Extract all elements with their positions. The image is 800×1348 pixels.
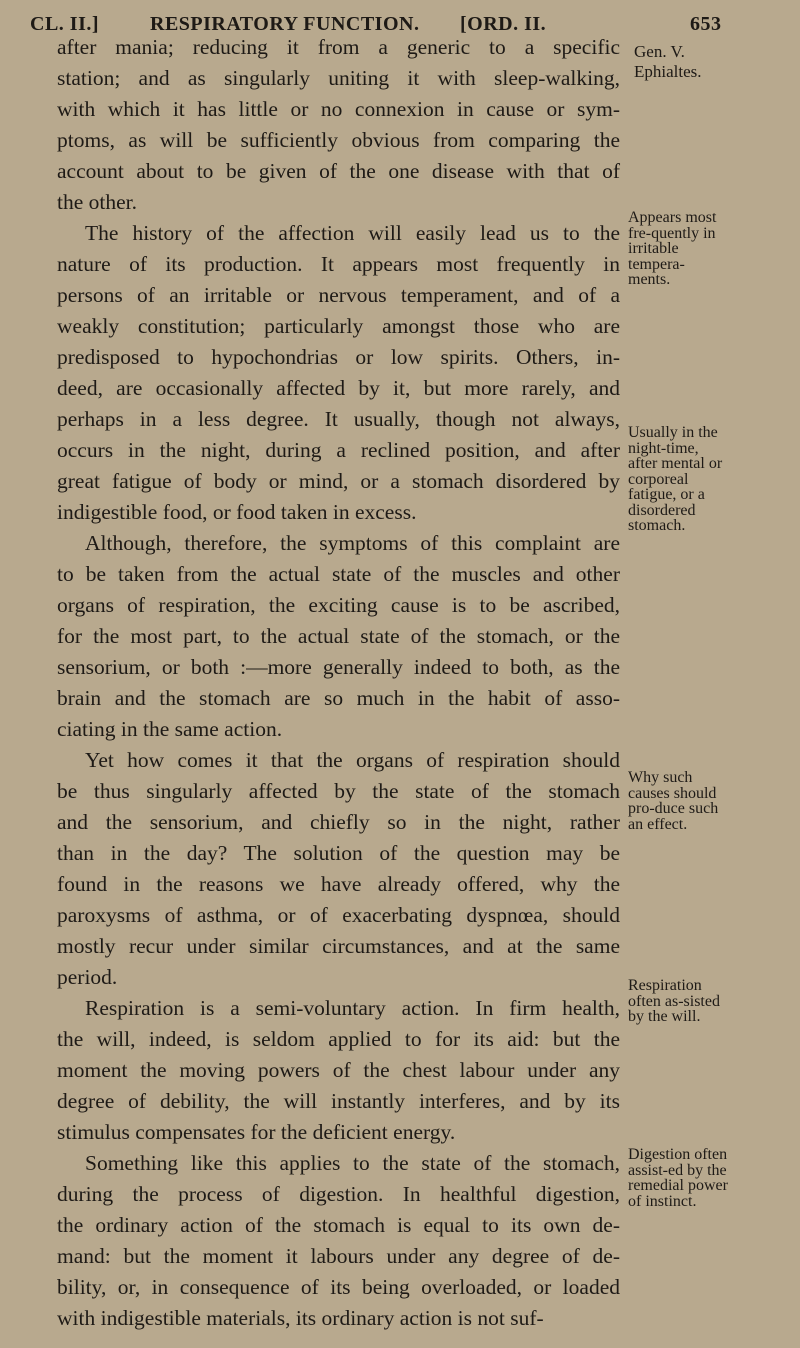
text-line: period. xyxy=(57,965,118,989)
text-line: weakly constitution; particularly amongst those who are xyxy=(57,314,620,338)
text-line: mand: but the moment it labours under any degree of de- xyxy=(57,1244,620,1268)
text-line: during the process of digestion. In healthful digestion, xyxy=(57,1182,620,1206)
text-line: moment the moving powers of the chest labour under any xyxy=(57,1058,620,1082)
text-line: Although, therefore, the symptoms of this complaint are xyxy=(85,531,620,555)
running-head-order: [ORD. II. xyxy=(460,13,547,35)
text-line: persons of an irritable or nervous temperament, and of a xyxy=(57,283,620,307)
text-line: nature of its production. It appears most frequently in xyxy=(57,252,620,276)
text-line: for the most part, to the actual state of the stomach, or the xyxy=(57,624,620,648)
running-head-title: RESPIRATORY FUNCTION. xyxy=(150,13,420,35)
text-line: station; and as singularly uniting it with sleep-walking, xyxy=(57,66,620,90)
text-line: ptoms, as will be sufficiently obvious from comparing the xyxy=(57,128,620,152)
text-line: paroxysms of asthma, or of exacerbating dyspnœa, should xyxy=(57,903,620,927)
text-line: Something like this applies to the state of the stomach, xyxy=(85,1151,620,1175)
text-line: account about to be given of the one disease with that of xyxy=(57,159,620,183)
text-line: The history of the affection will easily lead us to the xyxy=(85,221,620,245)
text-line: organs of respiration, the exciting cause is to be ascribed, xyxy=(57,593,620,617)
text-line: stimulus compensates for the deficient energy. xyxy=(57,1120,456,1144)
text-line: after mania; reducing it from a generic to a specific xyxy=(57,35,620,59)
body-text xyxy=(57,32,620,1334)
text-line: Yet how comes it that the organs of respiration should xyxy=(85,748,620,772)
text-line: deed, are occasionally affected by it, but more rarely, and xyxy=(57,376,620,400)
text-line: found in the reasons we have already offered, why the xyxy=(57,872,620,896)
margin-note: Appears most fre-quently in irritable tempera-ments. xyxy=(628,209,717,288)
text-line: with which it has little or no connexion in cause or sym- xyxy=(57,97,620,121)
text-line: be thus singularly affected by the state of the stomach xyxy=(57,779,620,803)
text-line: to be taken from the actual state of the muscles and other xyxy=(57,562,620,586)
text-line: mostly recur under similar circumstances, and at the same xyxy=(57,934,620,958)
text-line: the ordinary action of the stomach is equal to its own de- xyxy=(57,1213,620,1237)
margin-note: Gen. V. Ephialtes. xyxy=(634,42,702,81)
text-line: brain and the stomach are so much in the habit of asso- xyxy=(57,686,620,710)
text-line: with indigestible materials, its ordinary action is not suf- xyxy=(57,1306,544,1330)
text-line: the other. xyxy=(57,190,138,214)
text-line: ciating in the same action. xyxy=(57,717,283,741)
text-line: degree of debility, the will instantly interferes, and by its xyxy=(57,1089,620,1113)
text-line: than in the day? The solution of the question may be xyxy=(57,841,620,865)
text-line: sensorium, or both :—more generally indeed to both, as the xyxy=(57,655,620,679)
text-line: occurs in the night, during a reclined position, and after xyxy=(57,438,620,462)
text-line: and the sensorium, and chiefly so in the night, rather xyxy=(57,810,620,834)
margin-note: Why such causes should pro-duce such an effect. xyxy=(628,769,719,833)
text-line: great fatigue of body or mind, or a stomach disordered by xyxy=(57,469,620,493)
running-head-chapter: CL. II.] xyxy=(30,13,100,35)
margin-note: Usually in the night-time, after mental or corporeal fatigue, or a disordered stomach. xyxy=(628,424,723,534)
text-line: predisposed to hypochondrias or low spirits. Others, in- xyxy=(57,345,620,369)
page-number: 653 xyxy=(690,13,722,35)
text-line: bility, or, in consequence of its being overloaded, or loaded xyxy=(57,1275,620,1299)
text-line: indigestible food, or food taken in excess. xyxy=(57,500,417,524)
text-line: perhaps in a less degree. It usually, though not always, xyxy=(57,407,620,431)
text-line: the will, indeed, is seldom applied to for its aid: but the xyxy=(57,1027,620,1051)
text-line: Respiration is a semi-voluntary action. In firm health, xyxy=(85,996,620,1020)
margin-note: Respiration often as-sisted by the will. xyxy=(628,977,720,1025)
margin-note: Digestion often assist-ed by the remedial power of instinct. xyxy=(628,1146,728,1210)
